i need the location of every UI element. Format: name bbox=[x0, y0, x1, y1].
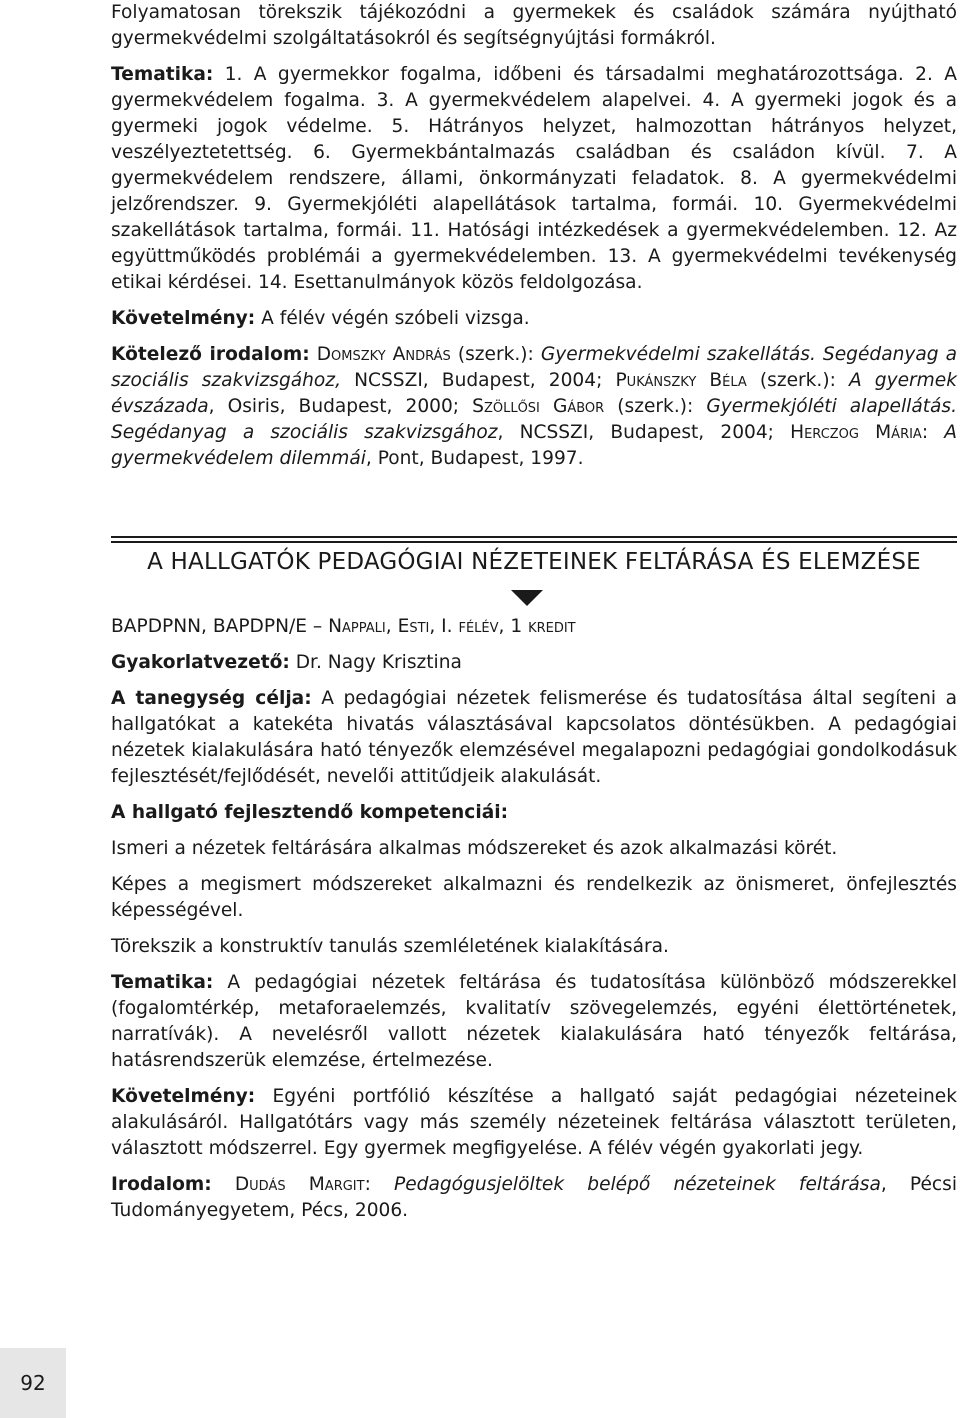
literature-text: , Pont, Budapest, 1997. bbox=[365, 448, 584, 469]
literature-paragraph bbox=[111, 342, 957, 472]
goal-paragraph bbox=[111, 686, 957, 790]
course-schedule: Nappali, Esti, I. félév, 1 kredit bbox=[328, 616, 576, 637]
instructor-label: Gyakorlatvezető: bbox=[111, 652, 290, 673]
literature-author: Szöllősi Gábor bbox=[472, 396, 605, 417]
literature-text: , NCSSZI, Budapest, 2004; bbox=[497, 422, 791, 443]
course-literature-sep: : bbox=[364, 1174, 394, 1195]
course-literature-title: Pedagógusjelöltek belépő nézeteinek feltárása bbox=[394, 1174, 881, 1195]
course-literature-author: Dudás Margit bbox=[234, 1174, 365, 1195]
course-block bbox=[111, 614, 957, 1224]
course-kovetelmeny-text: Egyéni portfólió készítése a hallgató saját pedagógiai nézeteinek alakulásáról. Hallgatótárs vagy más személy nézeteinek feltárása választott területen, választott módszerrel. Egy gyermek megfigyelése. A félév végén gyakorlati jegy. bbox=[111, 1086, 957, 1159]
literature-text: (szerk.): bbox=[450, 344, 541, 365]
literature-title: Gyermekjóléti alapellátás. Segédanyag a szociális szakvizsgához bbox=[111, 396, 957, 443]
literature-author: Domszky András bbox=[316, 344, 451, 365]
literature-author: Herczog Mária bbox=[790, 422, 922, 443]
course-code: BAPDPNN, BAPDPN/E bbox=[111, 616, 307, 637]
course-kovetelmeny-paragraph bbox=[111, 1084, 957, 1162]
competency-item: Ismeri a nézetek feltárására alkalmas módszereket és azok alkalmazási körét. bbox=[111, 838, 838, 859]
literature-title: Gyermekvédelmi szakellátás. Segédanyag a szociális szakvizsgához, bbox=[111, 344, 958, 391]
literature-text: : bbox=[921, 422, 945, 443]
instructor-name: Dr. Nagy Krisztina bbox=[289, 652, 462, 673]
course-literature-rest: , Pécsi Tudományegyetem, Pécs, 2006. bbox=[111, 1174, 957, 1221]
course-code-line bbox=[111, 614, 957, 640]
literature-text: (szerk.): bbox=[604, 396, 707, 417]
tematika-text: 1. A gyermekkor fogalma, időbeni és társadalmi meghatározottsága. 2. A gyermekvédelem fogalma. 3. A gyermekvédelem alapelvei. 4. A gyermeki jogok és a gyermeki jogok védelme. 5. Hátrányos helyzet, halmozottan hátrányos helyzet, veszélyeztetettség. 6. Gyermekbántalmazás családban és családon kívül. 7. A gyermekvédelem rendszere, állami, önkormányzati feladatok. 8. A gyermekvédelmi jelzőrendszer. 9. Gyermekjóléti alapellátások tartalma, formái. 10. Gyermekvédelmi szakellátások tartalma, formái. 11. Hatósági intézkedések a gyermekvédelemben. 12. Az együttműködés problémái a gyermekvédelemben. 13. A gyermekvédelmi tevékenység etikai kérdései. 14. Esettanulmányok közös feldolgozása. bbox=[111, 64, 957, 293]
page-number: 92 bbox=[0, 1348, 66, 1418]
triangle-down-icon bbox=[511, 590, 543, 606]
instructor-line bbox=[111, 650, 957, 676]
divider-line bbox=[111, 541, 957, 543]
competency-item: Törekszik a konstruktív tanulás szemléletének kialakítására. bbox=[111, 936, 669, 957]
literature-text: (szerk.): bbox=[746, 370, 849, 391]
course-tematika-paragraph bbox=[111, 970, 957, 1074]
tematika-paragraph bbox=[111, 62, 957, 296]
tematika-label: Tematika: bbox=[111, 64, 214, 85]
course-code-dash: – bbox=[307, 616, 329, 637]
course-tematika-label: Tematika: bbox=[111, 972, 214, 993]
section-divider bbox=[111, 536, 957, 546]
literature-text: NCSSZI, Budapest, 2004; bbox=[340, 370, 616, 391]
competencies-heading: A hallgató fejlesztendő kompetenciái: bbox=[111, 802, 509, 823]
competency-item: Képes a megismert módszereket alkalmazni és rendelkezik az önismeret, önfejlesztés képességével. bbox=[111, 874, 957, 921]
course-literature-label: Irodalom: bbox=[111, 1174, 212, 1195]
literature-author: Pukánszky Béla bbox=[615, 370, 747, 391]
intro-text: Folyamatosan törekszik tájékozódni a gyermekek és családok számára nyújtható gyermekvédelmi szolgáltatásokról és segítségnyújtási formákról. bbox=[111, 2, 957, 49]
goal-text: A pedagógiai nézetek felismerése és tudatosítása által segíteni a hallgatókat a katekéta hivatás választásával kapcsolatos döntésükben. A pedagógiai nézetek kialakulására ható tényezők elemzésével megalapozni pedagógiai gondolkodásuk fejlesztését/fejlődését, nevelői attitűdjeik alakulását. bbox=[111, 688, 957, 787]
kovetelmeny-paragraph bbox=[111, 306, 957, 332]
kovetelmeny-text: A félév végén szóbeli vizsga. bbox=[255, 308, 530, 329]
literature-title: A gyermekvédelem dilemmái bbox=[111, 422, 957, 469]
literature-text: , Osiris, Budapest, 2000; bbox=[208, 396, 473, 417]
kovetelmeny-label: Követelmény: bbox=[111, 308, 256, 329]
course-kovetelmeny-label: Követelmény: bbox=[111, 1086, 256, 1107]
goal-label: A tanegység célja: bbox=[111, 688, 312, 709]
course-tematika-text: A pedagógiai nézetek feltárása és tudatosítása különböző módszerekkel (fogalomtérkép, metaforaelemzés, kvalitatív szövegelemzés, egyéni élettörténetek, narratívák). A nevelésről vallott nézetek kialakulására ható tényezők feltárása, hatásrendszerük elemzése, értelmezése. bbox=[111, 972, 957, 1071]
section-title: A HALLGATÓK PEDAGÓGIAI NÉZETEINEK FELTÁRÁSA ÉS ELEMZÉSE bbox=[147, 549, 921, 575]
intro-paragraph bbox=[111, 0, 957, 52]
literature-label: Kötelező irodalom: bbox=[111, 344, 310, 365]
course-literature-paragraph bbox=[111, 1172, 957, 1224]
divider-line bbox=[111, 536, 957, 538]
previous-course-block bbox=[111, 0, 957, 472]
literature-title: A gyermek évszázada bbox=[111, 370, 957, 417]
